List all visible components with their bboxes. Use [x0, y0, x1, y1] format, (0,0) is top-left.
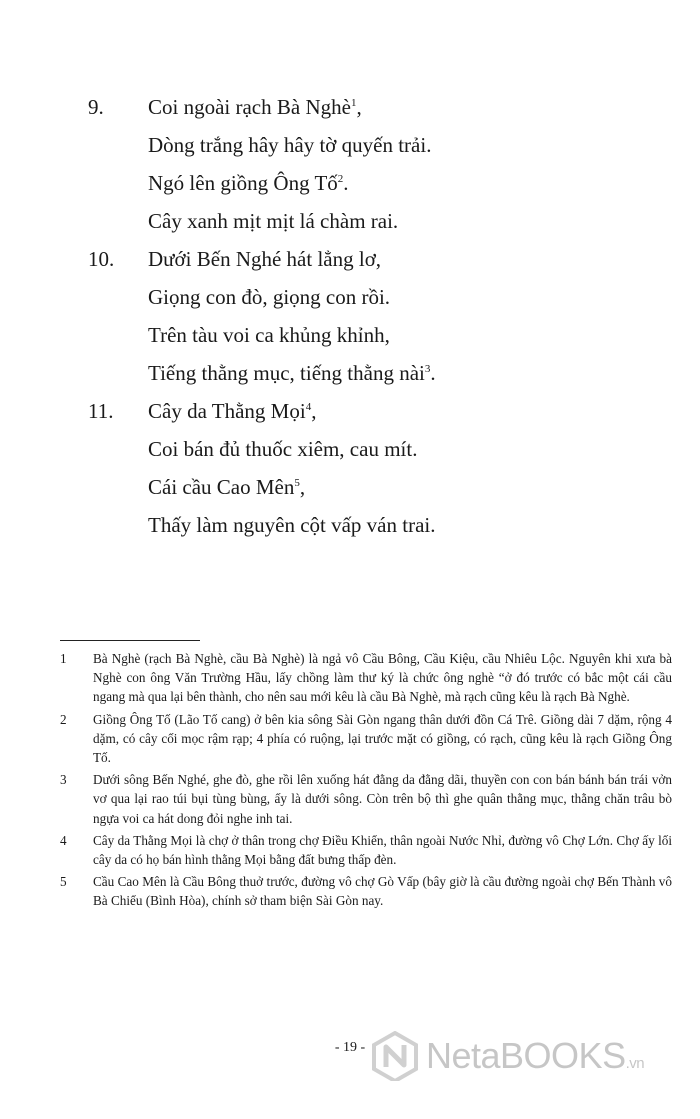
- footnote-5: [60, 872, 672, 910]
- footnote-text: Cầu Cao Mên là Cầu Bông thuở trước, đường vô chợ Gò Vấp (bây giờ là cầu đường ngoài chợ Bến Thành vô Bà Chiểu (Bình Hòa), chính sở tham biện Sài Gòn nay.: [93, 874, 672, 909]
- footnote-ref: 5: [294, 477, 300, 489]
- stanza-9: [88, 88, 648, 240]
- footnote-text: Cây da Thằng Mọi là chợ ở thân trong chợ Điều Khiển, thân ngoài Nước Nhỉ, đường vô Chợ Lớn. Chợ ấy lối cây da có họ bán hình thằng Mọi bằng đất bưng thấp đèn.: [93, 832, 672, 868]
- footnote-ref: 4: [305, 401, 312, 413]
- footnote-number: 2: [60, 711, 67, 727]
- footnote-2: [60, 710, 672, 768]
- stanza-10: [88, 240, 648, 392]
- page-number: - 19 -: [334, 1040, 366, 1055]
- stanza-number: 9.: [88, 95, 104, 119]
- footnote-text: Dưới sông Bến Nghé, ghe đò, ghe rồi lên xuống hát đằng da đằng dãi, thuyền con con bán bánh bán trái vởn vơ qua lại rao túi bụi tùng bùng, ấy là dưới sông. Còn trên bộ thì ghe quân thằng mục, thằng chăn trâu bò ngựa voi ca hát dong đỏi nghe inh tai.: [93, 772, 672, 826]
- stanza-number: 10.: [88, 247, 115, 271]
- footnote-1: [60, 649, 672, 707]
- verse-line: Ngó lên giồng Ông Tố$^2$.: [148, 171, 349, 195]
- verse-line: Cây da Thằng Mọi$^4$,: [148, 399, 317, 423]
- footnote-divider: [60, 640, 200, 641]
- footnote-number: 3: [60, 772, 67, 788]
- verse-line: Coi ngoài rạch Bà Nghè$^1$,: [148, 95, 362, 119]
- verse-line: Dòng trắng hây hây tờ quyến trải.: [148, 133, 432, 157]
- footnote-number: 4: [60, 832, 67, 848]
- watermark-text: NetaBOOKS.vn: [426, 1035, 645, 1076]
- watermark: [370, 1028, 690, 1084]
- footnotes-section: [60, 640, 672, 914]
- footnote-4: [60, 831, 672, 869]
- verse-line: Cái cầu Cao Mên$^5$,: [148, 475, 306, 499]
- footnote-ref: 3: [424, 363, 431, 375]
- footnote-text: Giồng Ông Tố (Lão Tố cang) ở bên kia sông Sài Gòn ngang thân dưới đồn Cá Trê. Giồng dài 7 dặm, rộng 4 dặm, có cây cối mọc rậm rạp; 4 phía có ruộng, lại trước mặt có giồng, có rạch, cũng kêu là rạch Giồng Ông Tố.: [93, 711, 672, 766]
- footnote-ref: 1: [350, 97, 357, 109]
- stanza-number: 11.: [88, 399, 114, 423]
- footnote-ref: 2: [337, 173, 344, 185]
- verse-line: Trên tàu voi ca khủng khỉnh,: [148, 323, 390, 347]
- verse-line: Cây xanh mịt mịt lá chàm rai.: [148, 209, 399, 233]
- stanza-11: [88, 392, 648, 544]
- verse-line: Coi bán đủ thuốc xiêm, cau mít.: [148, 437, 418, 461]
- footnote-text: Bà Nghè (rạch Bà Nghè, cầu Bà Nghè) là ngả vô Cầu Bông, Cầu Kiệu, cầu Nhiêu Lộc. Nguyên khi xưa bà Nghè con ông Văn Trường Hầu, lấy chồng làm thư ký là chức ông nghè “ở đó trước có bắc một cái cầu ngang mà qua lại bên thành, cho nên sau mới kêu là cầu Bà Nghè, mà rạch cũng kêu là rạch Bà Nghè.: [93, 651, 672, 705]
- verse-block: [88, 88, 648, 544]
- verse-line: Giọng con đò, giọng con rồi.: [148, 285, 391, 309]
- footnote-number: 1: [60, 651, 67, 666]
- verse-line: Dưới Bến Nghé hát lẳng lơ,: [148, 247, 382, 271]
- footnote-number: 5: [60, 874, 67, 890]
- verse-line: Tiếng thằng mục, tiếng thằng nài$^3$.: [148, 361, 436, 385]
- footnote-3: [60, 770, 672, 828]
- netabooks-logo-icon: [370, 1031, 420, 1081]
- verse-line: Thấy làm nguyên cột vấp ván trai.: [148, 513, 436, 537]
